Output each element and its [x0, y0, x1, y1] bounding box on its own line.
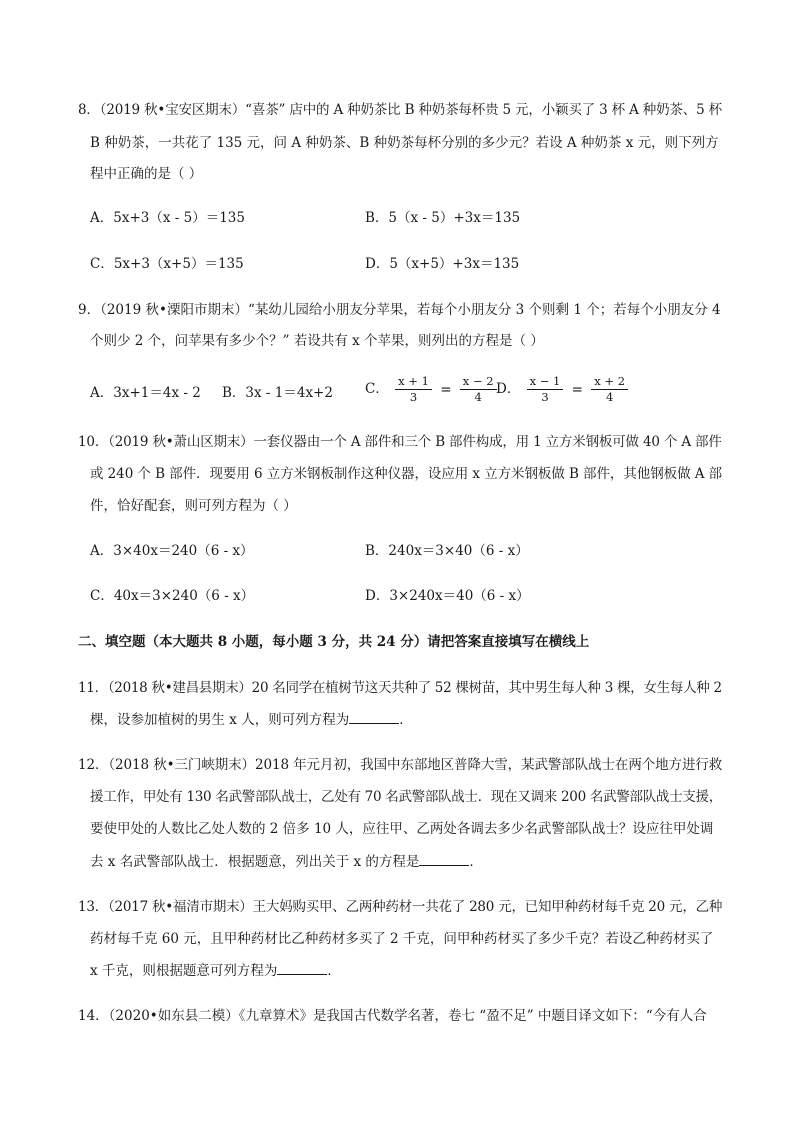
- q10-option-a: A．3×40x＝240（6 - x）: [90, 543, 254, 559]
- q12-line-2: 援工作，甲处有 130 名武警部队战士，乙处有 70 名武警部队战士．现在又调来 200 名武警部队战士支援，: [90, 789, 722, 805]
- q9-option-d: [496, 374, 630, 405]
- q12-line-3: 要使甲处的人数比乙处人数的 2 倍多 10 人，应往甲、乙两处各调去多少名武警部队战士？设应往甲处调: [90, 821, 714, 837]
- fraction: [527, 374, 564, 405]
- answer-blank[interactable]: [419, 851, 469, 866]
- q13-line-2: 药材每千克 60 元，且甲种药材比乙种药材多买了 2 千克，问甲种药材买了多少千克？若设乙种药材买了: [90, 931, 714, 947]
- q10-line-2: 或 240 个 B 部件．现要用 6 立方米钢板制作这种仪器，设应用 x 立方米钢板做 B 部件，其他钢板做 A 部: [90, 466, 723, 482]
- q12-line-4-text: 去 x 名武警部队战士．根据题意，列出关于 x 的方程是: [90, 854, 420, 870]
- answer-blank[interactable]: [349, 709, 399, 724]
- fraction-numerator: x − 2: [460, 374, 497, 390]
- q8-line-1: 8．（2019 秋•宝安区期末）“喜茶” 店中的 A 种奶茶比 B 种奶茶每杯贵 5 元，小颖买了 3 杯 A 种奶茶、5 杯: [78, 102, 722, 118]
- fraction-numerator: x − 1: [527, 374, 564, 390]
- q14-line-1: 14．（2020•如东县二模）《九章算术》是我国古代数学名著，卷七 “盈不足” 中题目译文如下：“今有人合: [78, 1008, 707, 1024]
- q8-option-c: C．5x+3（x+5）＝135: [90, 256, 244, 272]
- q9-option-c-label: C．: [365, 381, 389, 397]
- q10-line-3: 件，恰好配套，则可列方程为（ ）: [90, 498, 297, 514]
- q8-option-b: B．5（x - 5）+3x＝135: [365, 210, 521, 226]
- q9-line-1: 9．（2019 秋•溧阳市期末）“某幼儿园给小朋友分苹果，若每个小朋友分 3 个则剩 1 个；若每个小朋友分 4: [78, 302, 721, 318]
- q9-option-b: B．3x - 1＝4x+2: [222, 385, 333, 401]
- q12-line-4-end: ．: [469, 854, 483, 870]
- fraction: [395, 374, 432, 405]
- fraction-denominator: 4: [474, 390, 482, 404]
- q9-option-d-label: D．: [496, 381, 521, 397]
- fraction: [591, 374, 628, 405]
- q13-line-3-text: x 千克，则根据题意可列方程为: [90, 963, 278, 979]
- answer-blank[interactable]: [277, 960, 327, 975]
- fraction-numerator: x + 1: [395, 374, 432, 390]
- q9-option-a: A．3x+1＝4x - 2: [90, 385, 201, 401]
- fraction-numerator: x + 2: [591, 374, 628, 390]
- q9-line-2: 个则少 2 个，问苹果有多少个？” 若设共有 x 个苹果，则列出的方程是（ ）: [90, 333, 544, 349]
- q13-line-3-end: ．: [327, 963, 341, 979]
- q8-option-a: A．5x+3（x - 5）＝135: [90, 210, 245, 226]
- section-heading: 二、填空题（本大题共 8 小题，每小题 3 分，共 24 分）请把答案直接填写在横线上: [78, 634, 590, 650]
- q11-line-1: 11．（2018 秋•建昌县期末）20 名同学在植树节这天共种了 52 棵树苗，其中男生每人种 3 棵，女生每人种 2: [78, 680, 722, 696]
- fraction-denominator: 3: [409, 390, 418, 404]
- q12-line-1: 12．（2018 秋•三门峡期末）2018 年元月初，我国中东部地区普降大雪，某武警部队战士在两个地方进行救: [78, 757, 723, 773]
- q8-line-2: B 种奶茶，一共花了 135 元，问 A 种奶茶、B 种奶茶每杯分别的多少元？若设 A 种奶茶 x 元，则下列方: [90, 135, 719, 151]
- fraction-denominator: 4: [605, 390, 614, 404]
- q11-line-2: [90, 709, 413, 730]
- q10-option-d: D．3×240x＝40（6 - x）: [365, 588, 530, 604]
- equals-sign: =: [440, 381, 452, 398]
- q8-option-d: D．5（x+5）+3x＝135: [365, 256, 520, 272]
- fraction: [460, 374, 497, 405]
- q9-option-c: [365, 374, 499, 405]
- equals-sign: =: [571, 381, 583, 398]
- q13-line-1: 13．（2017 秋•福清市期末）王大妈购买甲、乙两种药材一共花了 280 元，已知甲种药材每千克 20 元，乙种: [78, 899, 723, 915]
- q11-line-2-text: 棵，设参加植树的男生 x 人，则可列方程为: [90, 712, 350, 728]
- q10-line-1: 10．（2019 秋•萧山区期末）一套仪器由一个 A 部件和三个 B 部件构成，用 1 立方米钢板可做 40 个 A 部件: [78, 434, 722, 450]
- q8-line-3: 程中正确的是（ ）: [90, 166, 203, 182]
- q10-option-c: C．40x＝3×240（6 - x）: [90, 588, 255, 604]
- q11-line-2-end: ．: [399, 712, 413, 728]
- q10-option-b: B．240x＝3×40（6 - x）: [365, 543, 529, 559]
- fraction-denominator: 3: [541, 390, 549, 404]
- q13-line-3: [90, 960, 341, 981]
- q12-line-4: [90, 851, 483, 872]
